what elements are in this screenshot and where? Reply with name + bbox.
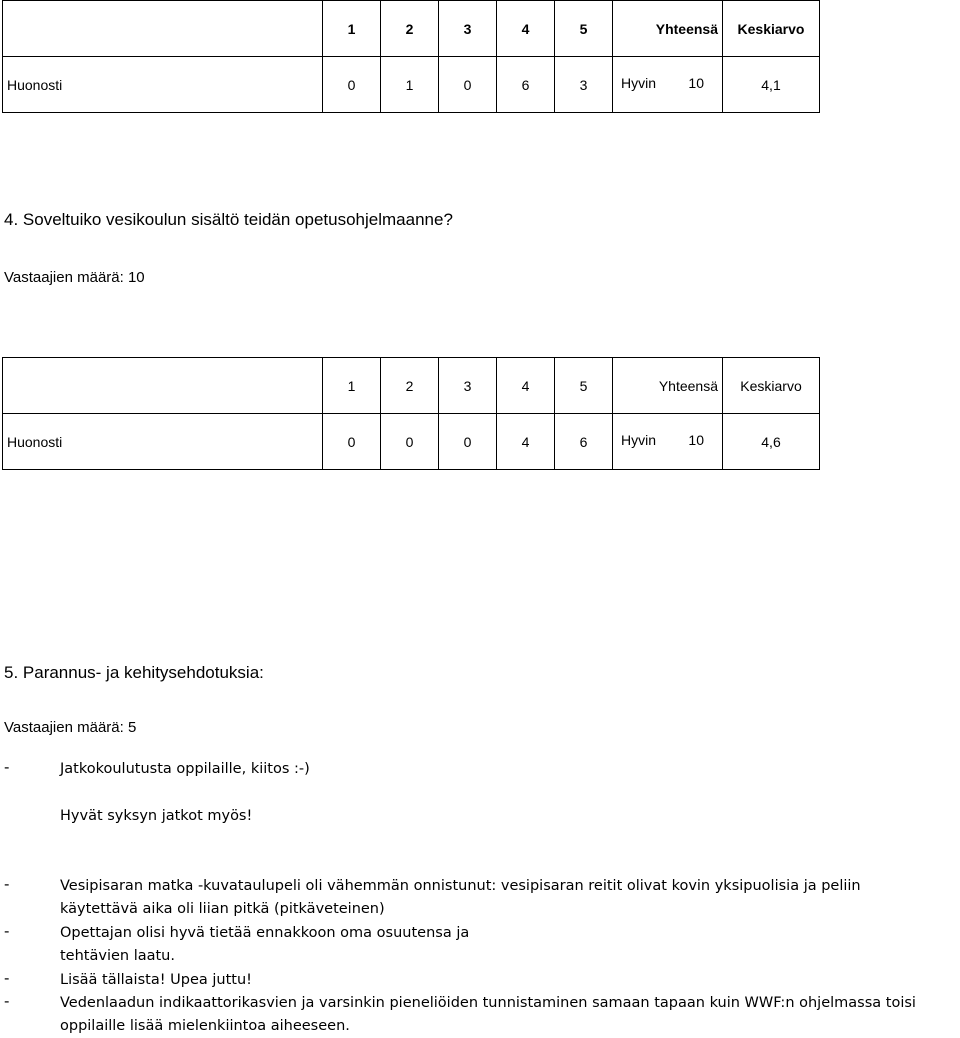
rating-table-q3: [2, 0, 820, 113]
question-5-respondents: Vastaajien määrä: 5: [4, 719, 137, 736]
table-row: [3, 414, 820, 470]
header-cell: Keskiarvo: [723, 1, 820, 57]
total-value: 10: [688, 432, 704, 448]
header-cell: 4: [497, 1, 555, 57]
table-cell: [613, 57, 723, 113]
header-cell: Yhteensä: [613, 358, 723, 414]
table-cell: 0: [323, 414, 381, 470]
feedback-item: Vedenlaadun indikaattorikasvien ja varsinkin pieneliöiden tunnistaminen samaan tapaan kuin WWF:n ohjelmassa toisi oppilaille lisää mielenkiintoa aiheeseen.: [60, 995, 916, 1034]
table-cell: 0: [381, 414, 439, 470]
header-cell: 1: [323, 358, 381, 414]
feedback-item: Vesipisaran matka -kuvataulupeli oli vähemmän onnistunut: vesipisaran reitit olivat kovin yksipuolisia ja peliin käytettävä aika oli liian pitkä (pitkäveteinen): [60, 878, 861, 917]
header-cell: Yhteensä: [613, 1, 723, 57]
table-cell: 1: [381, 57, 439, 113]
bullet-dash: -: [4, 758, 10, 776]
scale-high-label: Hyvin: [621, 432, 657, 448]
table-cell: [613, 414, 723, 470]
table-header-row: [3, 1, 820, 57]
table-row: [3, 57, 820, 113]
scale-low-label: Huonosti: [3, 57, 323, 113]
header-cell: 5: [555, 358, 613, 414]
header-cell: [3, 1, 323, 57]
scale-high-label: Hyvin: [621, 75, 657, 91]
table-header-row: [3, 358, 820, 414]
header-cell: Keskiarvo: [723, 358, 820, 414]
table-cell: 6: [555, 414, 613, 470]
table-cell: 0: [439, 414, 497, 470]
feedback-item: Lisää tällaista! Upea juttu!: [60, 972, 252, 988]
table-cell: 0: [439, 57, 497, 113]
table-cell: 0: [323, 57, 381, 113]
header-cell: [3, 358, 323, 414]
table-cell: 3: [555, 57, 613, 113]
feedback-item: Jatkokoulutusta oppilaille, kiitos :-): [60, 761, 310, 777]
average-value: 4,1: [723, 57, 820, 113]
total-value: 10: [688, 75, 704, 91]
average-value: 4,6: [723, 414, 820, 470]
question-5-title: 5. Parannus- ja kehitysehdotuksia:: [4, 663, 264, 682]
question-4-title: 4. Soveltuiko vesikoulun sisältö teidän opetusohjelmaanne?: [4, 210, 453, 229]
question-4-respondents: Vastaajien määrä: 10: [4, 269, 145, 286]
scale-low-label: Huonosti: [3, 414, 323, 470]
table-cell: 6: [497, 57, 555, 113]
table-cell: 4: [497, 414, 555, 470]
header-cell: 3: [439, 358, 497, 414]
bullet-dash: -: [4, 922, 10, 940]
header-cell: 3: [439, 1, 497, 57]
feedback-item: Hyvät syksyn jatkot myös!: [60, 808, 253, 824]
bullet-dash: -: [4, 992, 10, 1010]
header-cell: 4: [497, 358, 555, 414]
rating-table-q4: [2, 357, 820, 470]
bullet-dash: -: [4, 875, 10, 893]
header-cell: 1: [323, 1, 381, 57]
header-cell: 5: [555, 1, 613, 57]
bullet-dash: -: [4, 969, 10, 987]
header-cell: 2: [381, 1, 439, 57]
header-cell: 2: [381, 358, 439, 414]
feedback-item: Opettajan olisi hyvä tietää ennakkoon oma osuutensa ja tehtävien laatu.: [60, 925, 470, 964]
